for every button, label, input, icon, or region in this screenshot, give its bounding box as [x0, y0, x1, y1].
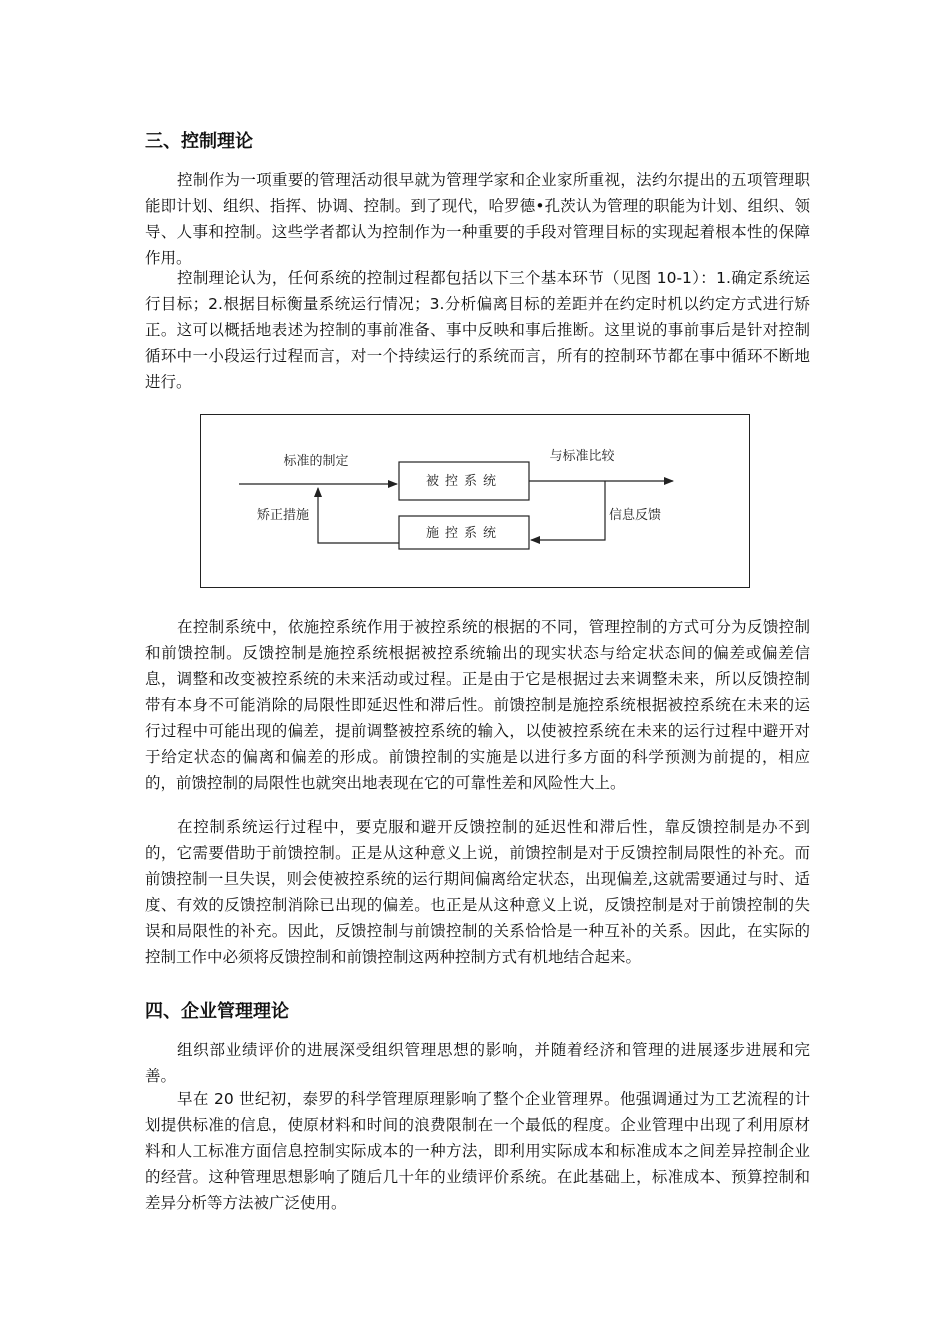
- control-loop-diagram: [200, 414, 750, 588]
- section-3-paragraph-2: 控制理论认为，任何系统的控制过程都包括以下三个基本环节（见图 10-1）：1.确定系统运行目标；2.根据目标衡量系统运行情况；3.分析偏离目标的差距并在约定时机以约定方式进行矫正。这可以概括地表述为控制的事前准备、事中反映和事后推断。这里说的事前事后是针对控制循环中一小段运行过程而言，对一个持续运行的系统而言，所有的控制环节都在事中循环不断地进行。: [145, 269, 810, 391]
- correction-arrow: [318, 488, 399, 543]
- section-4-paragraph-1: 组织部业绩评价的进展深受组织管理思想的影响，并随着经济和管理的进展逐步进展和完善。: [145, 1041, 810, 1085]
- section-3-paragraph-3: 在控制系统中，依施控系统作用于被控系统的根据的不同，管理控制的方式可分为反馈控制和前馈控制。反馈控制是施控系统根据被控系统输出的现实状态与给定状态间的偏差或偏差信息，调整和改变被控系统的未来活动或过程。正是由于它是根据过去来调整未来，所以反馈控制带有本身不可能消除的局限性即延迟性和滞后性。前馈控制是施控系统根据被控系统在未来的运行过程中可能出现的偏差，提前调整被控系统的输入，以使被控系统在未来的运行过程中避开对于给定状态的偏离和偏差的形成。前馈控制的实施是以进行多方面的科学预测为前提的，相应的，前馈控制的局限性也就突出地表现在它的可靠性差和风险性大上。: [145, 618, 810, 792]
- controller-system-label: 施控系统: [425, 526, 503, 541]
- section-4-heading: 四、企业管理理论: [145, 1001, 289, 1022]
- correction-label: 矫正措施: [257, 508, 310, 523]
- output-label: 与标准比较: [549, 449, 615, 464]
- section-3-paragraph-4: 在控制系统运行过程中，要克服和避开反馈控制的延迟性和滞后性，靠反馈控制是办不到的，它需要借助于前馈控制。正是从这种意义上说，前馈控制是对于反馈控制局限性的补充。而前馈控制一旦失误，则会使被控系统的运行期间偏离给定状态，出现偏差,这就需要通过与时、适度、有效的反馈控制消除已出现的偏差。也正是从这种意义上说，反馈控制是对于前馈控制的失误和局限性的补充。因此，反馈控制与前馈控制的关系恰恰是一种互补的关系。因此，在实际的控制工作中必须将反馈控制和前馈控制这两种控制方式有机地结合起来。: [145, 818, 810, 966]
- feedback-label: 信息反馈: [609, 508, 662, 523]
- control-loop-svg: [201, 415, 751, 589]
- section-3-paragraph-1: 控制作为一项重要的管理活动很早就为管理学家和企业家所重视，法约尔提出的五项管理职能即计划、组织、指挥、协调、控制。到了现代，哈罗德•孔茨认为管理的职能为计划、组织、领导、人事和控制。这些学者都认为控制作为一种重要的手段对管理目标的实现起着根本性的保障作用。: [145, 171, 810, 267]
- controlled-system-label: 被控系统: [425, 474, 503, 489]
- section-4-paragraph-2: 早在 20 世纪初，泰罗的科学管理原理影响了整个企业管理界。他强调通过为工艺流程的计划提供标准的信息，使原材料和时间的浪费限制在一个最低的程度。企业管理中出现了利用原材料和人工标准方面信息控制实际成本的一种方法，即利用实际成本和标准成本之间差异控制企业的经营。这种管理思想影响了随后几十年的业绩评价系统。在此基础上，标准成本、预算控制和差异分析等方法被广泛使用。: [145, 1090, 810, 1212]
- input-label: 标准的制定: [283, 454, 349, 469]
- section-3-heading: 三、控制理论: [145, 131, 253, 152]
- feedback-arrow: [531, 481, 605, 540]
